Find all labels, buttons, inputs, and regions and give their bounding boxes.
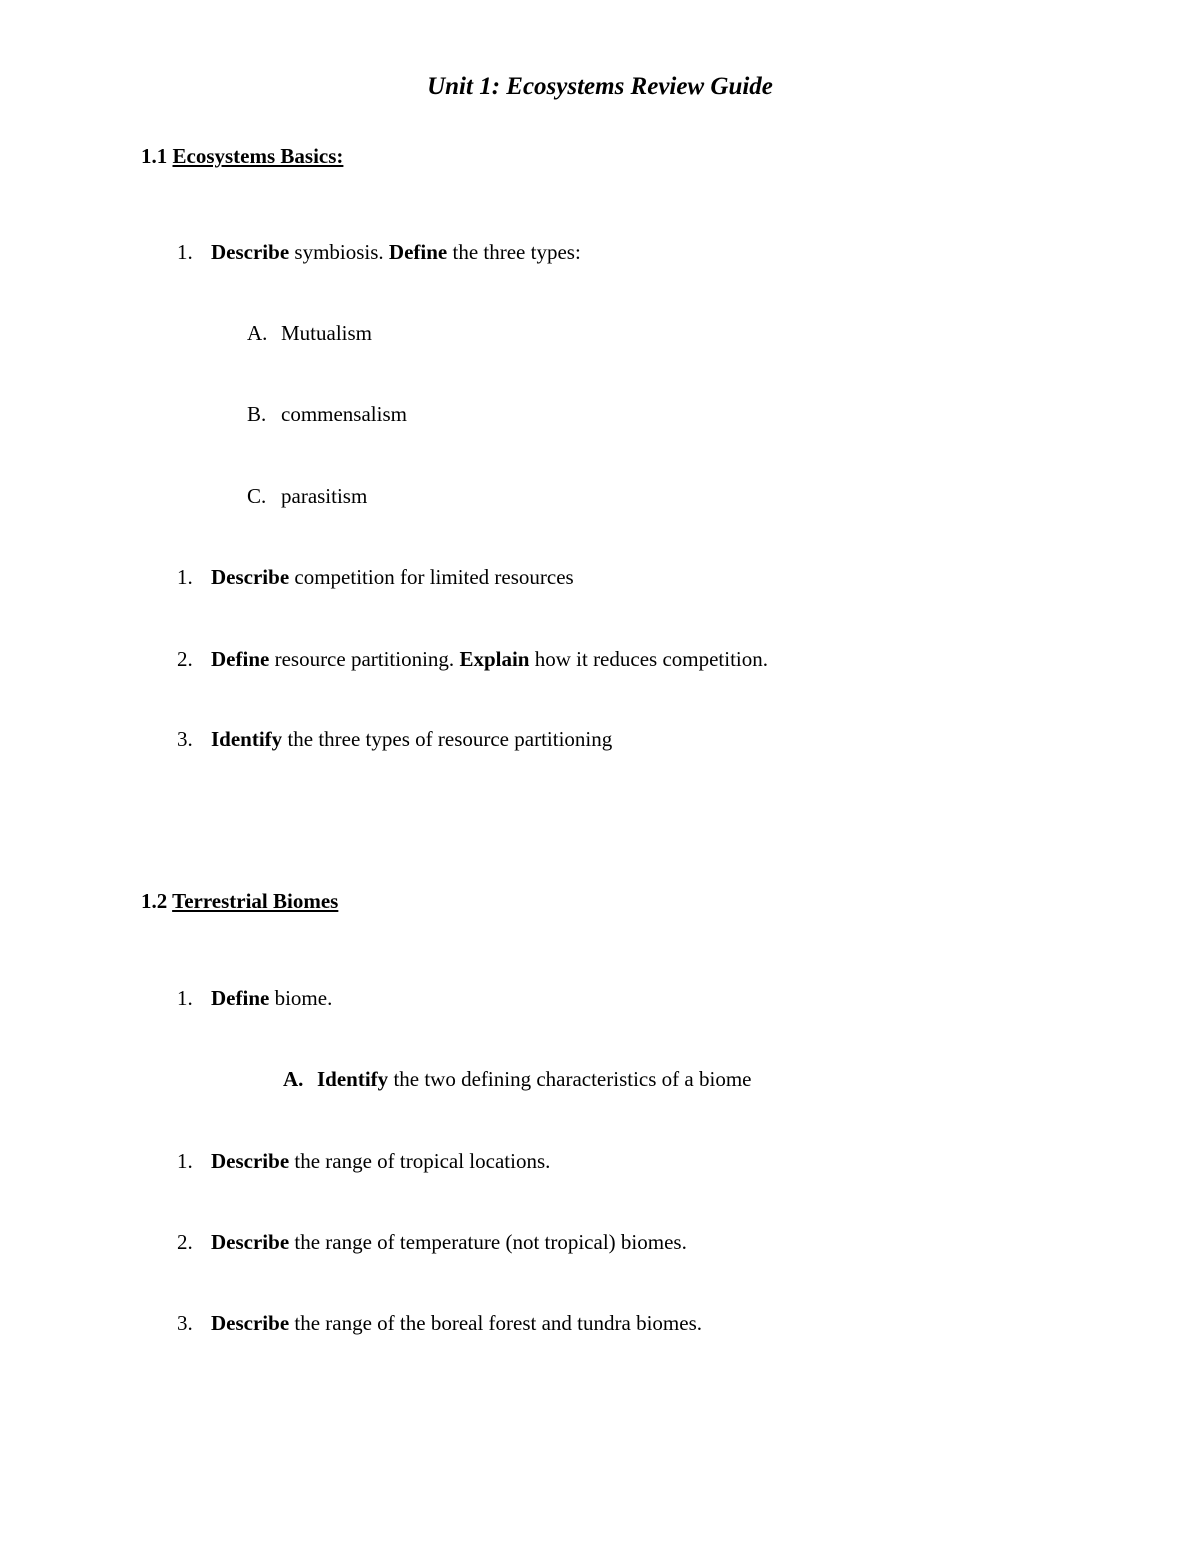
item-number: 3.: [177, 727, 193, 751]
text-segment: the range of the boreal forest and tundra biomes.: [289, 1311, 702, 1335]
text-segment: the three types of resource partitioning: [282, 727, 613, 751]
text-segment: competition for limited resources: [289, 565, 574, 589]
section-name: Terrestrial Biomes: [172, 889, 339, 913]
item-number: 1.: [177, 565, 193, 589]
item-number: 3.: [177, 1311, 193, 1335]
verb: Identify: [211, 727, 283, 751]
text-segment: the range of tropical locations.: [289, 1149, 551, 1173]
item-number: 2.: [177, 1230, 193, 1254]
list-item: [177, 1151, 1077, 1177]
text-segment: the three types:: [447, 240, 581, 264]
item-number: 1.: [177, 240, 193, 264]
text-segment: symbiosis.: [289, 240, 389, 264]
list-item: [177, 242, 1077, 268]
list-item: [177, 988, 1077, 1014]
page-title: Unit 1: Ecosystems Review Guide: [427, 73, 773, 100]
verb: Describe: [211, 1149, 290, 1173]
verb: Explain: [459, 647, 530, 671]
verb: Describe: [211, 240, 290, 264]
section-heading-ecosystems-basics: [141, 146, 343, 167]
section-heading-terrestrial-biomes: [141, 891, 338, 912]
item-text: [211, 567, 574, 588]
verb: Describe: [211, 1230, 290, 1254]
text-segment: biome.: [269, 986, 333, 1010]
section-number: 1.2: [141, 889, 168, 913]
sub-list-item: [283, 1069, 1083, 1095]
item-text: [211, 649, 768, 670]
sub-list-item: [247, 486, 847, 512]
item-number: 2.: [177, 647, 193, 671]
item-letter: C.: [247, 484, 267, 508]
item-text: [211, 1313, 702, 1334]
item-text: [211, 242, 581, 263]
item-text: commensalism: [281, 402, 407, 426]
item-letter: B.: [247, 402, 267, 426]
item-text: [211, 1151, 550, 1172]
list-item: [177, 1232, 1077, 1258]
verb: Describe: [211, 1311, 290, 1335]
item-letter: A.: [283, 1067, 304, 1091]
item-number: 1.: [177, 986, 193, 1010]
verb: Define: [211, 986, 270, 1010]
list-item: [177, 567, 1077, 593]
list-item: [177, 649, 1077, 675]
text-segment: how it reduces competition.: [529, 647, 769, 671]
item-text: [211, 729, 612, 750]
sub-list-item: [247, 323, 847, 349]
text-segment: the range of temperature (not tropical) biomes.: [289, 1230, 687, 1254]
verb: Define: [388, 240, 448, 264]
verb: Identify: [317, 1067, 389, 1091]
item-letter: A.: [247, 321, 268, 345]
item-number: 1.: [177, 1149, 193, 1173]
item-text: [211, 1232, 687, 1253]
item-text: [317, 1069, 751, 1090]
verb: Define: [211, 647, 270, 671]
item-text: Mutualism: [281, 321, 373, 345]
sub-list-item: [247, 404, 847, 430]
item-text: parasitism: [281, 484, 368, 508]
text-segment: resource partitioning.: [269, 647, 460, 671]
list-item: [177, 729, 1077, 755]
list-item: [177, 1313, 1077, 1339]
section-name: Ecosystems Basics:: [172, 144, 344, 168]
text-segment: the two defining characteristics of a biome: [388, 1067, 752, 1091]
verb: Describe: [211, 565, 290, 589]
item-text: [211, 988, 332, 1009]
section-number: 1.1: [141, 144, 168, 168]
